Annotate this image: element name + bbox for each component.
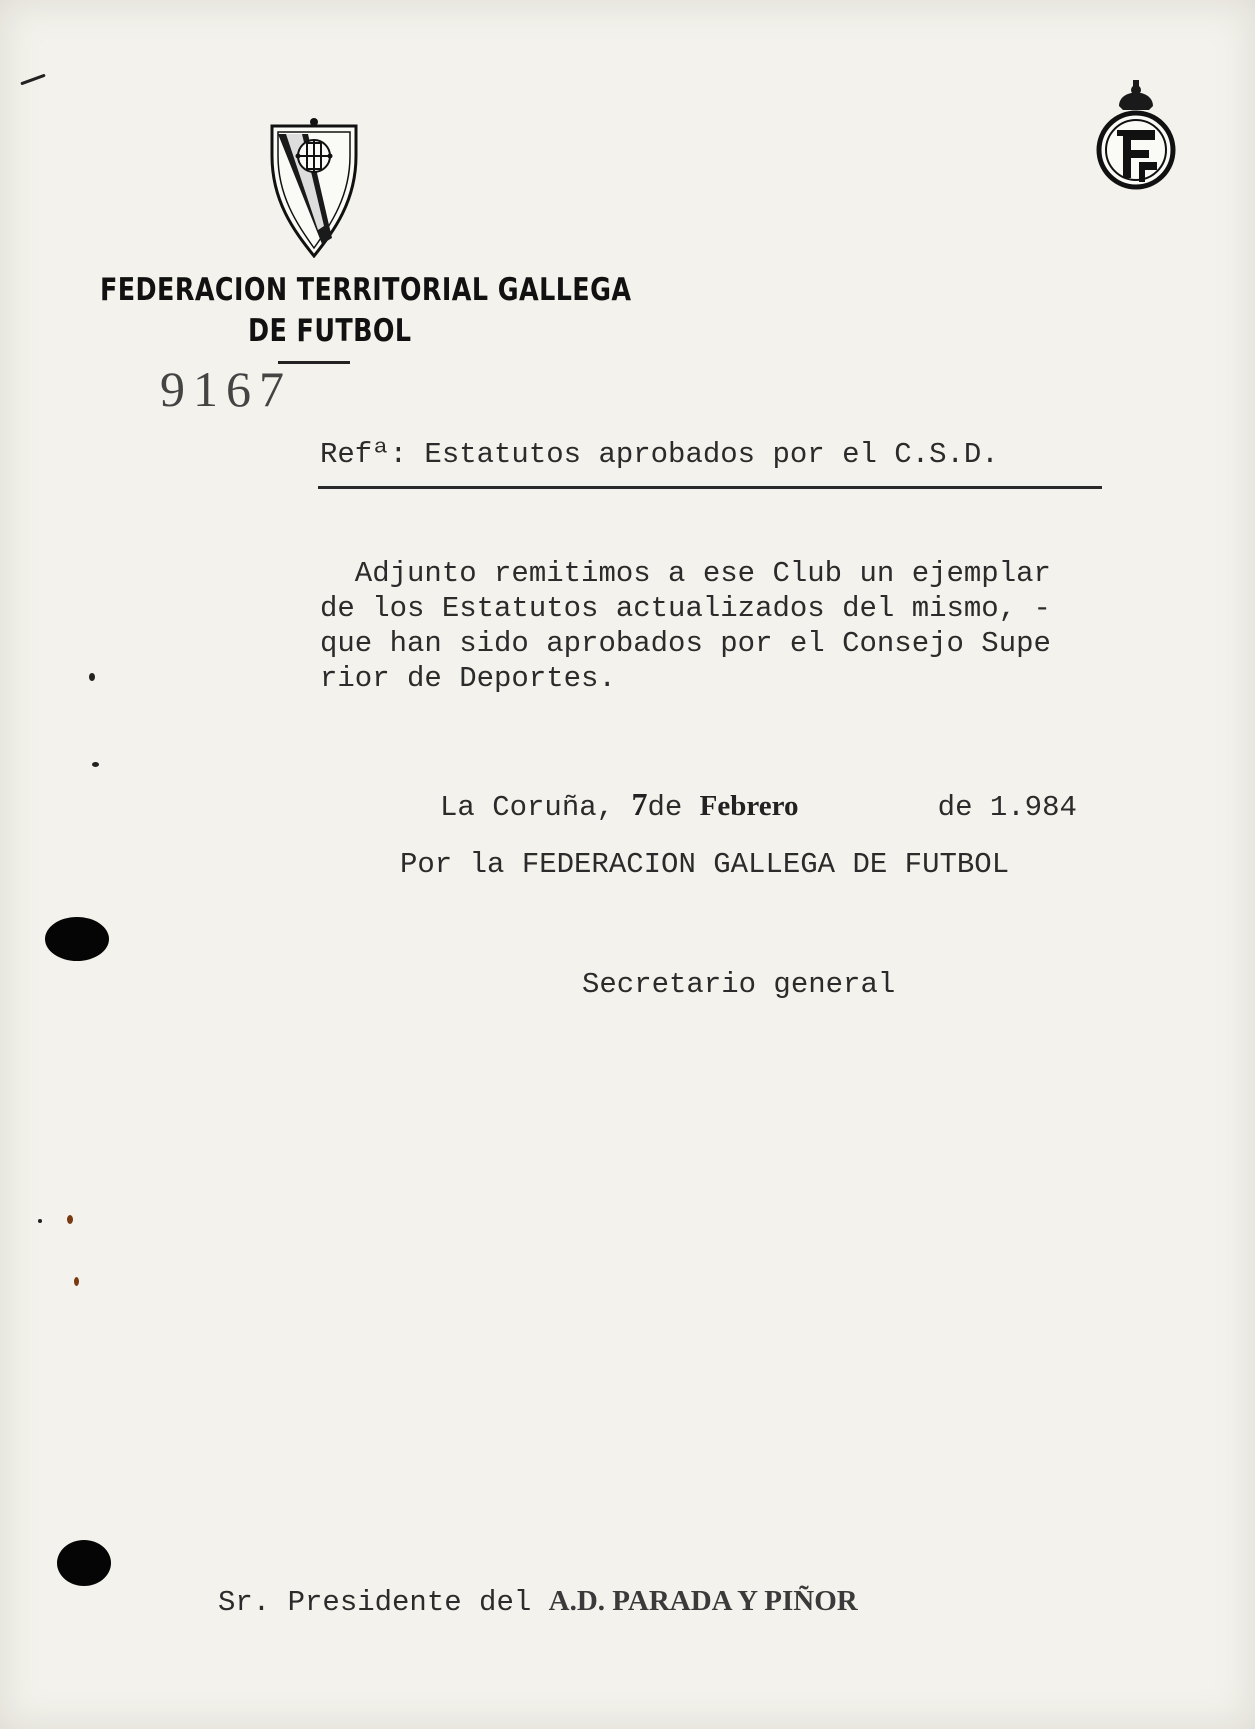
date-month: Febrero: [699, 790, 799, 822]
reference-underline: [318, 486, 1102, 489]
punch-hole: [45, 917, 109, 961]
org-name-line2: DE FUTBOL: [248, 313, 412, 349]
date-connector: de: [647, 791, 683, 824]
signer-title: Secretario general: [582, 968, 896, 1001]
date-year: de 1.984: [937, 791, 1077, 824]
federation-crest-icon: [268, 116, 360, 258]
org-signoff: Por la FEDERACION GALLEGA DE FUTBOL: [400, 848, 1010, 881]
stray-mark: [38, 1219, 42, 1223]
addressee-prefix: Sr. Presidente del: [218, 1586, 532, 1619]
stray-mark: [67, 1215, 73, 1224]
place: La Coruña,: [440, 791, 615, 824]
date-line: [440, 786, 1077, 824]
club-name: A.D. PARADA Y PIÑOR: [548, 1585, 858, 1617]
org-name-line1: FEDERACION TERRITORIAL GALLEGA: [100, 272, 632, 308]
rfef-crest-icon: [1095, 78, 1177, 196]
reference-line: Refª: Estatutos aprobados por el C.S.D.: [320, 438, 999, 471]
date-day: 7: [631, 786, 648, 822]
addressee-line: [218, 1585, 858, 1619]
registry-number: 9167: [160, 361, 292, 417]
punch-hole: [57, 1540, 111, 1586]
stray-mark: [74, 1277, 79, 1286]
stray-mark: [89, 673, 95, 681]
body-paragraph: Adjunto remitimos a ese Club un ejemplar de los Estatutos actualizados del mismo, - que han sido aprobados por el Consejo Supe rior de Deportes.: [320, 557, 1051, 695]
stray-mark: [92, 762, 99, 767]
stray-mark: [20, 74, 45, 86]
